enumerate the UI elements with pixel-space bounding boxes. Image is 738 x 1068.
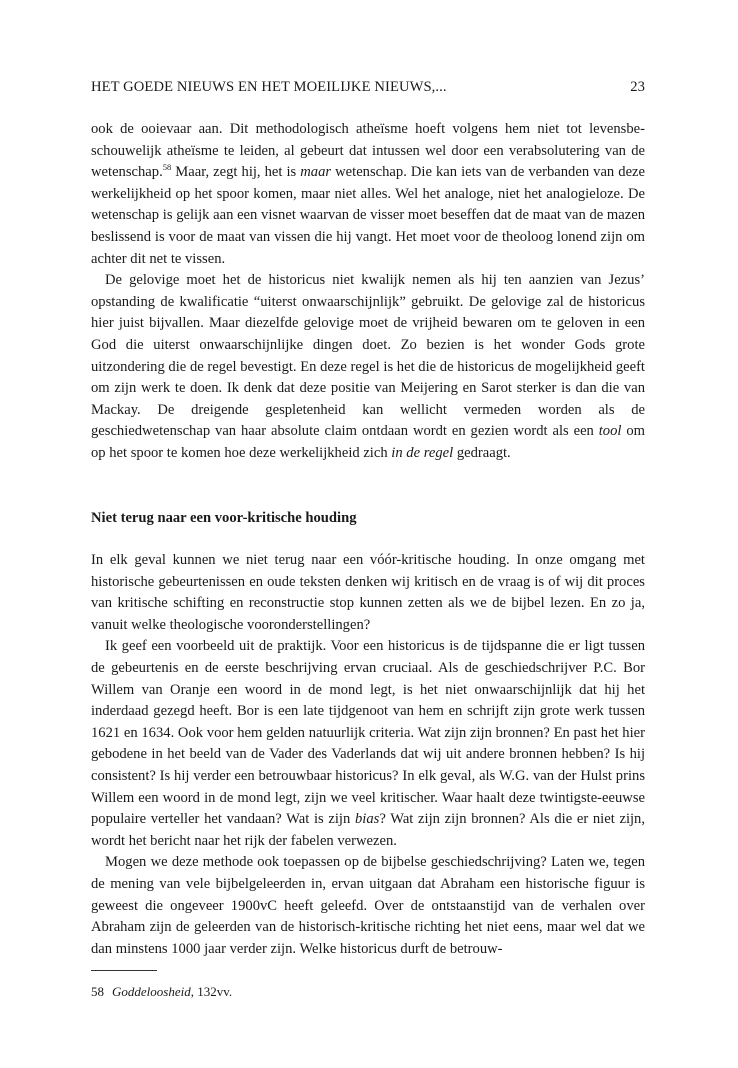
page-number: 23 [630, 79, 645, 95]
p1-text-a: ook de ooievaar aan. Dit methodologisch atheïsme hoeft volgens hem niet tot levensbeschouwelijk atheïsme te leiden, al gebeurt dat intussen wel door een verabsolutering van de wetenschap. [91, 121, 645, 181]
p2-text-b: om op het spoor te komen hoe deze werkelijkheid zich [91, 423, 645, 461]
p4-text-a: Ik geef een voorbeeld uit de praktijk. Voor een historicus is de tijdspanne die er ligt tussen de gebeurtenis en de eerste beschrijving ervan cruciaal. Als de geschiedschrijver P.C. Bor Willem van Oranje een woord in de mond legt, is het niet onwaarschijnlijk dat hij het inderdaad gezegd heeft. Bor is een late tijdgenoot van hem en schrijft zijn grote werk tussen 1621 en 1634. Ook voor hem gelden natuurlijk criteria. Wat zijn zijn bronnen? En past het hier gebodene in het beeld van de Vader des Vaderlands dat wij uit andere bronnen hebben? Is hij consistent? Is hij verder een betrouwbaar historicus? In elk geval, als W.G. van der Hulst prins Willem een woord in de mond legt, zijn we veel kritischer. Waar haalt deze twintigste-eeuwse populaire verteller het vandaan? Wat is zijn [91, 638, 645, 828]
paragraph-1 [91, 119, 645, 270]
footnote-title: Goddeloosheid [112, 984, 191, 999]
footnote-divider [91, 970, 157, 971]
p4-text-b: ? Wat zijn zijn bronnen? Als die er niet zijn, wordt het bericht naar het rijk der fabelen verwezen. [91, 811, 645, 849]
paragraph-2 [91, 270, 645, 464]
footnote [91, 983, 232, 1001]
p2-emphasis-2: in de regel [391, 444, 454, 461]
footnote-reference[interactable]: 58 [162, 162, 172, 173]
p2-text-c: gedraagt. [453, 444, 511, 461]
p4-emphasis: bias [354, 811, 380, 828]
p2-text-a: De gelovige moet het de historicus niet kwalijk nemen als hij ten aanzien van Jezus’ opstanding de kwalificatie “uiterst onwaarschijnlijk” gebruikt. De gelovige zal de historicus hier juist bijvallen. Maar diezelfde gelovige moet de vrijheid bewaren om te geloven in een God die uiterst onwaarschijnlijke dingen doet. Zo bezien is het wonder Gods grote uitzondering die de regel bevestigt. En deze regel is het die de historicus de mogelijkheid geeft om zijn werk te doen. Ik denk dat deze positie van Meijering en Sarot sterker is dan die van Mackay. De dreigende gespletenheid kan wellicht vermeden worden als de geschiedwetenschap van haar absolute claim ontdaan wordt en gezien wordt als een [91, 272, 645, 440]
footnote-rest: , 132vv. [190, 984, 233, 999]
paragraph-3: In elk geval kunnen we niet terug naar een vóór-kritische houding. In onze omgang met historische gebeurtenissen en oude teksten denken wij kritisch en de vraag is of wij dit proces van kritische schifting en reconstructie stop kunnen zetten als we de bijbel lezen. En zo ja, vanuit welke theologische vooronderstellingen? [91, 552, 645, 633]
running-head-title: HET GOEDE NIEUWS EN HET MOEILIJKE NIEUWS,... [91, 79, 447, 95]
p1-emphasis: maar [300, 164, 332, 181]
body-text [91, 119, 645, 960]
p1-text-c: wetenschap. Die kan iets van de verbanden van deze werkelijkheid op het spoor komen, maar niet alles. Wel het analoge, niet het analogieloze. De wetenschap is gelijk aan een visnet waarvan de visser moet beseffen dat de maat van de mazen beslissend is voor de maat van vissen die hij vangt. Het moet voor de theoloog lonend zijn om achter dit net te vissen. [91, 164, 646, 267]
paragraph-5: Mogen we deze methode ook toepassen op de bijbelse geschiedschrijving? Laten we, tegen de mening van vele bijbelgeleerden in, ervan uitgaan dat Abraham een historische figuur is geweest die ongeveer 1900vC heeft geleefd. Over de ontstaanstijd van de verhalen over Abraham zijn de geleerden van de historisch-kritische richting het niet eens, maar wel dat we dan minstens 1000 jaar verder zijn. Welke historicus durft de betrouw- [91, 854, 645, 957]
running-head [91, 77, 645, 99]
footnote-number: 58 [91, 984, 104, 999]
p1-text-b: Maar, zegt hij, het is [171, 164, 301, 181]
paragraph-4 [91, 636, 645, 852]
p2-emphasis-1: tool [598, 423, 622, 440]
section-heading: Niet terug naar een voor-kritische houding [91, 509, 357, 526]
